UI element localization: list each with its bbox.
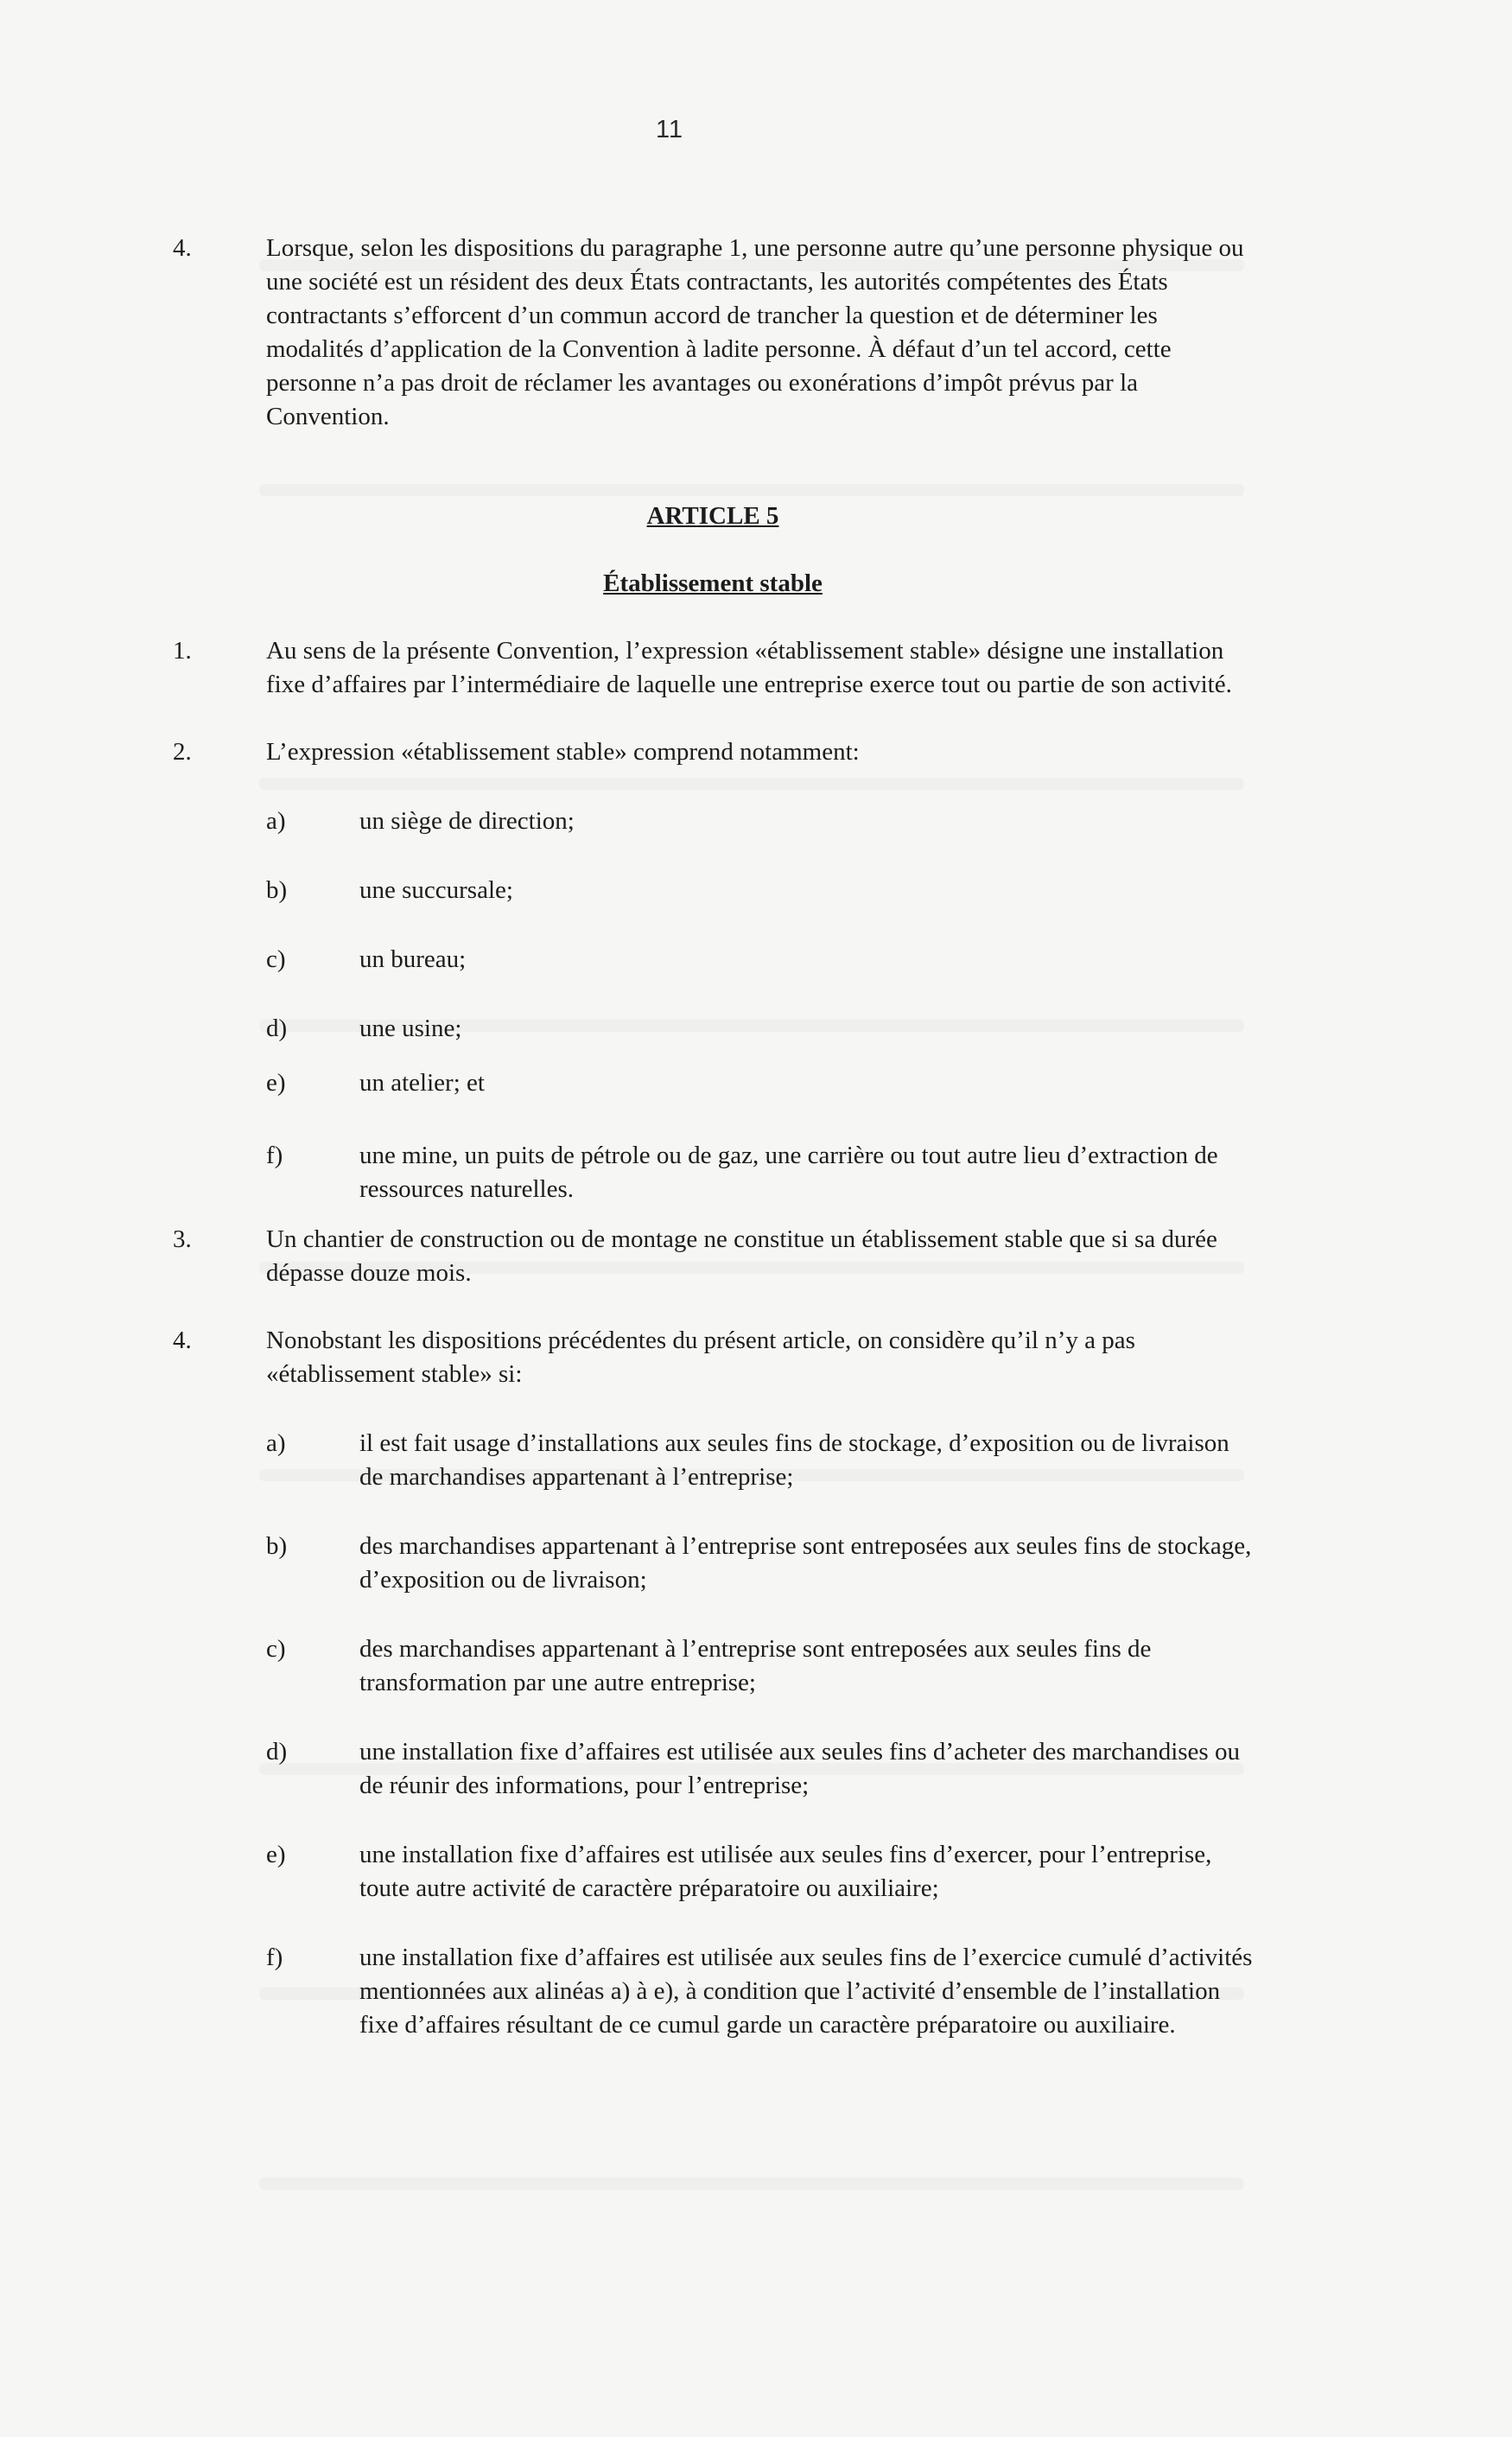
item-text: un siège de direction; bbox=[359, 807, 575, 835]
item-letter: c) bbox=[266, 945, 286, 973]
item-letter: f) bbox=[266, 1944, 283, 1971]
item-letter: c) bbox=[266, 1635, 286, 1663]
list-subparagraphs bbox=[266, 1427, 1253, 2042]
list-item bbox=[266, 1735, 1253, 1803]
paragraph-3 bbox=[173, 1223, 1253, 1290]
item-text: une usine; bbox=[359, 1015, 462, 1042]
paragraph-number: 2. bbox=[173, 738, 192, 766]
paragraph-text: Nonobstant les dispositions précédentes du présent article, on considère qu’il n’y a pas «établissement stable» si: bbox=[266, 1327, 1135, 1388]
list-item bbox=[266, 943, 1253, 977]
list-item bbox=[266, 1838, 1253, 1906]
article-title: ARTICLE 5 bbox=[646, 502, 779, 530]
item-letter: e) bbox=[266, 1069, 286, 1097]
paragraph-number: 1. bbox=[173, 637, 192, 665]
list-item bbox=[266, 1012, 1253, 1046]
item-text: des marchandises appartenant à l’entreprise sont entreposées aux seules fins de transformation par une autre entreprise; bbox=[359, 1635, 1152, 1696]
list-subparagraphs bbox=[266, 805, 1253, 1206]
list-item bbox=[266, 1941, 1253, 2042]
list-item bbox=[266, 1530, 1253, 1597]
list-item bbox=[266, 1139, 1253, 1206]
item-text: une installation fixe d’affaires est utilisée aux seules fins d’acheter des marchandises ou de réunir des informations, pour l’entreprise; bbox=[359, 1738, 1240, 1799]
item-letter: b) bbox=[266, 876, 288, 904]
paragraph-number: 4. bbox=[173, 234, 192, 262]
paragraph-text: Au sens de la présente Convention, l’expression «établissement stable» désigne une installation fixe d’affaires par l’intermédiaire de laquelle une entreprise exerce tout ou partie de son activité. bbox=[266, 637, 1232, 698]
item-letter: f) bbox=[266, 1142, 283, 1169]
document-body bbox=[173, 232, 1253, 2042]
paragraph-text: Lorsque, selon les dispositions du paragraphe 1, une personne autre qu’une personne physique ou une société est un résident des deux États contractants, les autorités compétentes des États contractants s’efforcent d’un commun accord de trancher la question et de déterminer les modalités d’application de la Convention à ladite personne. À défaut d’un tel accord, cette personne n’a pas droit de réclamer les avantages ou exonérations d’impôt prévus par la Convention. bbox=[266, 234, 1244, 430]
list-item bbox=[266, 1066, 1253, 1100]
paragraph-text: L’expression «établissement stable» comprend notamment: bbox=[266, 738, 860, 766]
item-letter: d) bbox=[266, 1015, 288, 1042]
item-letter: d) bbox=[266, 1738, 288, 1766]
paragraph-4 bbox=[173, 1324, 1253, 2042]
item-text: une installation fixe d’affaires est utilisée aux seules fins de l’exercice cumulé d’activités mentionnées aux alinéas a) à e), à condition que l’activité d’ensemble de l’installation fixe d’affaires résultant de ce cumul garde un caractère préparatoire ou auxiliaire. bbox=[359, 1944, 1253, 2039]
paragraph-2 bbox=[173, 735, 1253, 1206]
item-letter: a) bbox=[266, 807, 286, 835]
list-item bbox=[266, 805, 1253, 838]
item-text: une succursale; bbox=[359, 876, 513, 904]
item-text: des marchandises appartenant à l’entreprise sont entreposées aux seules fins de stockage, d’exposition ou de livraison; bbox=[359, 1532, 1252, 1594]
paragraph-number: 4. bbox=[173, 1327, 192, 1354]
item-letter: b) bbox=[266, 1532, 288, 1560]
item-letter: a) bbox=[266, 1429, 286, 1457]
paragraph-number: 3. bbox=[173, 1225, 192, 1253]
paragraph-text: Un chantier de construction ou de montage ne constitue un établissement stable que si sa durée dépasse douze mois. bbox=[266, 1225, 1217, 1287]
list-item bbox=[266, 874, 1253, 907]
item-letter: e) bbox=[266, 1841, 286, 1868]
item-text: un atelier; et bbox=[359, 1069, 485, 1097]
article-subtitle: Établissement stable bbox=[603, 569, 823, 597]
list-item bbox=[266, 1632, 1253, 1700]
item-text: une installation fixe d’affaires est utilisée aux seules fins d’exercer, pour l’entreprise, toute autre activité de caractère préparatoire ou auxiliaire; bbox=[359, 1841, 1212, 1902]
page-number: 11 bbox=[655, 116, 684, 143]
item-text: un bureau; bbox=[359, 945, 467, 973]
paragraph-1 bbox=[173, 634, 1253, 702]
item-text: une mine, un puits de pétrole ou de gaz, une carrière ou tout autre lieu d’extraction de ressources naturelles. bbox=[359, 1142, 1218, 1203]
paragraph-4-residence bbox=[173, 232, 1253, 434]
item-text: il est fait usage d’installations aux seules fins de stockage, d’exposition ou de livraison de marchandises appartenant à l’entreprise; bbox=[359, 1429, 1229, 1491]
list-item bbox=[266, 1427, 1253, 1494]
